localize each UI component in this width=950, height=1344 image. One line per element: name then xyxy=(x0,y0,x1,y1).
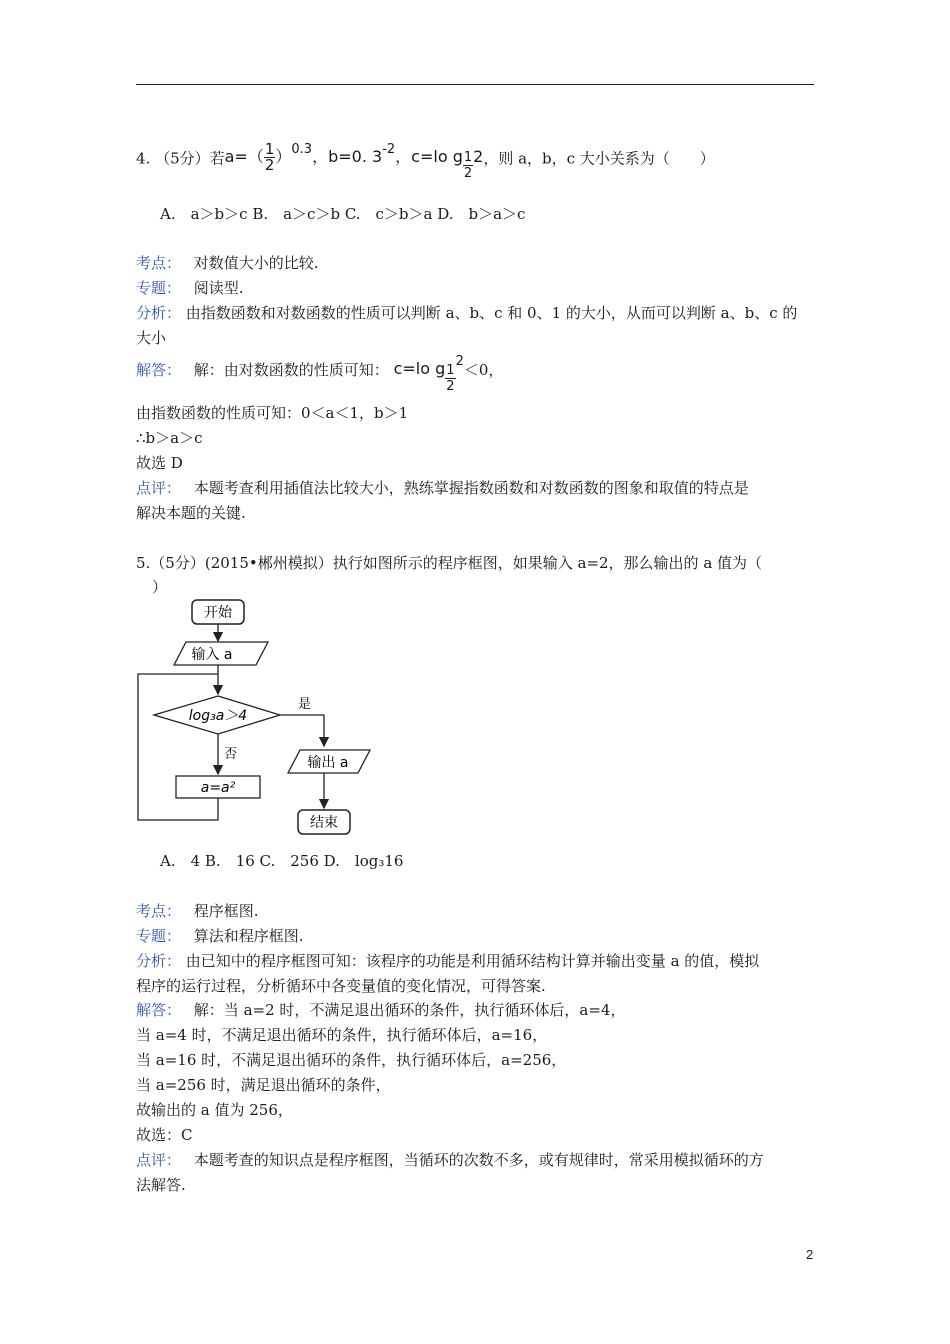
page-number: 2 xyxy=(806,1247,814,1262)
q5-fenxi-text-1: 由已知中的程序框图可知：该程序的功能是利用循环结构计算并输出变量 a 的值，模拟 xyxy=(185,952,760,970)
q4-zhuanti-row xyxy=(136,277,244,298)
q4-a-expression xyxy=(224,140,484,181)
q4-zhuanti-text: 阅读型. xyxy=(193,279,244,297)
q4-a-rhs: ） xyxy=(275,147,292,166)
q4-dianping-text-1: 本题考查利用插值法比较大小，熟练掌握指数函数和对数函数的图象和取值的特点是 xyxy=(193,479,749,497)
q4-dianping-text-2: 解决本题的关键. xyxy=(136,504,246,522)
q4-a-exponent: 0.3 xyxy=(291,142,313,157)
flow-no-label: 否 xyxy=(224,747,238,762)
q5-stem-2: ） xyxy=(152,578,168,596)
q5-zhuanti-row xyxy=(136,925,304,946)
q5-jieda-text-3: 当 a=16 时，不满足退出循环的条件，执行循环体后，a=256， xyxy=(136,1051,567,1069)
q5-fenxi-row xyxy=(136,950,759,971)
q4-jieda-c-expression xyxy=(393,354,464,394)
flowchart xyxy=(130,594,390,840)
q4-jieda-text-4: 故选 D xyxy=(136,454,183,472)
flow-yes-label: 是 xyxy=(298,697,312,712)
flow-yes-line xyxy=(280,715,324,746)
q4-prefix: 4. （5分）若 xyxy=(136,149,225,168)
q4-b-lhs: ，b=0. 3 xyxy=(312,147,383,166)
q4-c-base-den: 2 xyxy=(463,166,473,181)
q4-jieda-text-2: 由指数函数的性质可知：0＜a＜1，b＞1 xyxy=(136,404,409,422)
q4-stem xyxy=(136,142,715,190)
q4-fenxi-text-1: 由指数函数和对数函数的性质可以判断 a、b、c 和 0、1 的大小，从而可以判断 a、b、c 的 xyxy=(185,304,798,322)
header-rule xyxy=(136,84,814,85)
q4-jieda-c-base-den: 2 xyxy=(446,379,455,394)
q4-kaodian-label: 考点： xyxy=(136,254,182,272)
q5-jieda-label: 解答： xyxy=(136,1001,182,1019)
q4-jieda-c-arg: 2 xyxy=(455,354,464,369)
q4-jieda-c-lhs: c=lo g xyxy=(393,359,446,378)
q4-zhuanti-label: 专题： xyxy=(136,279,182,297)
q4-jieda-c-base-num: 1 xyxy=(446,363,455,378)
q4-a-lhs: a=（ xyxy=(224,147,264,166)
q4-jieda-text-3: ∴b＞a＞c xyxy=(136,429,203,447)
q4-c-base-num: 1 xyxy=(463,150,473,165)
q5-zhuanti-text: 算法和程序框图. xyxy=(193,927,304,945)
q5-jieda-text-4: 当 a=256 时，满足退出循环的条件， xyxy=(136,1076,391,1094)
q4-fenxi-text-2: 大小 xyxy=(136,329,167,347)
flow-condition-label: log₃a＞4 xyxy=(188,708,248,724)
flow-output-label: 输出 a xyxy=(307,755,349,771)
q4-c-arg: 2 xyxy=(473,147,484,166)
q5-fenxi-text-2: 程序的运行过程，分析循环中各变量值的变化情况，可得答案. xyxy=(136,977,546,995)
q5-jieda-text-1: 解：当 a=2 时，不满足退出循环的条件，执行循环体后，a=4， xyxy=(193,1001,626,1019)
flow-start-label: 开始 xyxy=(204,605,232,621)
q4-options: A. a＞b＞c B. a＞c＞b C. c＞b＞a D. b＞a＞c xyxy=(160,205,526,223)
q4-c-base xyxy=(463,150,473,181)
q5-zhuanti-label: 专题： xyxy=(136,927,182,945)
q4-dianping-label: 点评： xyxy=(136,479,182,497)
q5-jieda-text-2: 当 a=4 时，不满足退出循环的条件，执行循环体后，a=16， xyxy=(136,1026,548,1044)
q5-dianping-text-1: 本题考查的知识点是程序框图，当循环的次数不多，或有规律时，常采用模拟循环的方 xyxy=(193,1151,764,1169)
q4-jieda-text-1: 解：由对数函数的性质可知： xyxy=(193,361,389,379)
q5-jieda-text-6: 故选：C xyxy=(136,1126,193,1144)
q4-a-num: 1 xyxy=(264,140,275,158)
q4-dianping-row xyxy=(136,477,749,498)
q5-kaodian-label: 考点： xyxy=(136,902,182,920)
q5-dianping-text-2: 法解答. xyxy=(136,1176,186,1194)
q5-kaodian-text: 程序框图. xyxy=(193,902,259,920)
q4-jieda-tail: ＜0， xyxy=(463,361,504,379)
q4-c-lhs: ，c=lo g xyxy=(395,147,463,166)
q5-dianping-label: 点评： xyxy=(136,1151,182,1169)
flow-input-label: 输入 a xyxy=(191,647,233,663)
q5-options: A. 4 B. 16 C. 256 D. log₃16 xyxy=(160,852,404,870)
q4-jieda-label: 解答： xyxy=(136,361,182,379)
q5-kaodian-row xyxy=(136,900,259,921)
q4-jieda-c-base xyxy=(445,363,455,394)
q4-kaodian-row xyxy=(136,252,319,273)
q4-jieda-row xyxy=(136,354,503,394)
q5-stem-1: 5.（5分）(2015•郴州模拟）执行如图所示的程序框图，如果输入 a=2，那么输出的 a 值为（ xyxy=(136,554,763,572)
q4-kaodian-text: 对数值大小的比较. xyxy=(193,254,319,272)
q4-fenxi-label: 分析： xyxy=(136,304,182,322)
q5-fenxi-label: 分析： xyxy=(136,952,182,970)
q5-jieda-text-5: 故输出的 a 值为 256， xyxy=(136,1101,293,1119)
q4-suffix: ，则 a，b，c 大小关系为（ ） xyxy=(483,149,715,168)
q4-b-exponent: -2 xyxy=(382,142,396,157)
q5-jieda-row xyxy=(136,999,625,1020)
q5-dianping-row xyxy=(136,1149,764,1170)
flow-assign-label: a=a² xyxy=(200,780,236,796)
q4-a-fraction xyxy=(264,142,276,173)
flow-end-label: 结束 xyxy=(310,815,338,831)
q4-fenxi-row xyxy=(136,302,797,323)
q4-a-den: 2 xyxy=(264,156,275,174)
